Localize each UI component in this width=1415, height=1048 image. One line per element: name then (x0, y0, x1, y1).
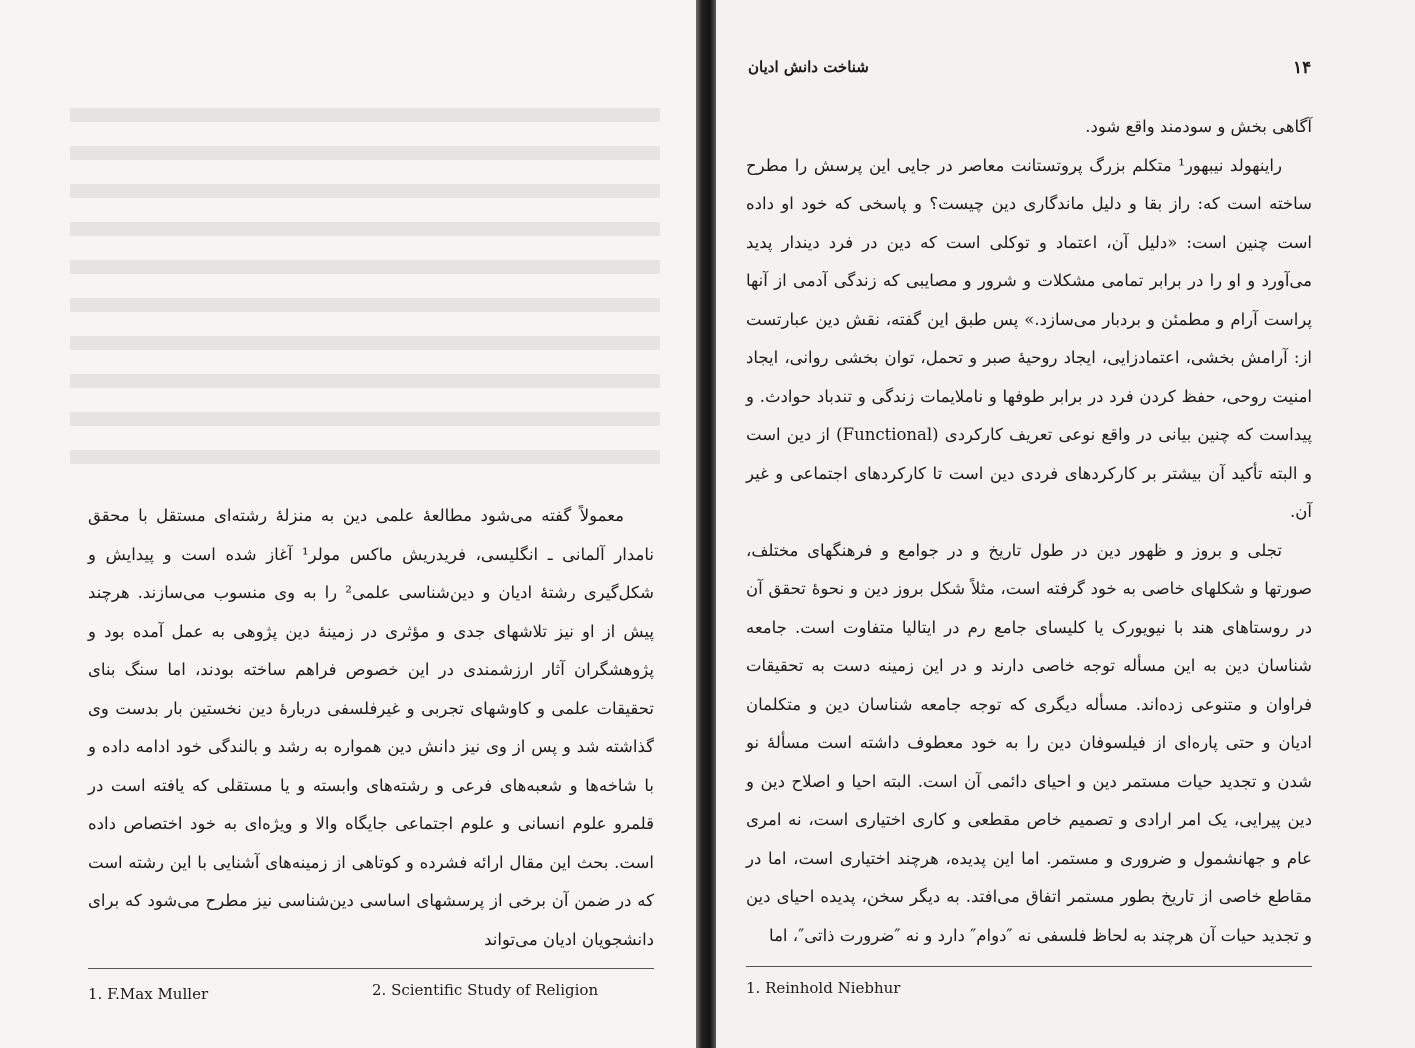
right-footnote-1: 1. Reinhold Niebhur (746, 979, 901, 997)
left-paragraph-1: معمولاً گفته می‌شود مطالعهٔ علمی دین به منزلهٔ رشته‌ای مستقل با محقق نامدار آلمانی ـ انگلیسی، فریدریش ماکس مولر¹ آغاز شده است و پیدایش و شکل‌گیری رشتهٔ ادیان و دین‌شناسی علمی² را به وی منسوب می‌سازند. هرچند پیش از او نیز تلاشهای جدی و مؤثری در زمینهٔ دین پژوهی به عمل آمده بود و پژوهشگران آثار ارزشمندی در این خصوص فراهم ساخته بودند، اما سنگ بنای تحقیقات علمی و کاوشهای تجربی و غیرفلسفی دربارهٔ دین نخستین بار بدست وی گذاشته شد و پس از وی نیز دانش دین همواره به رشد و بالندگی خود ادامه داده و با شاخه‌ها و شعبه‌های فرعی و رشته‌های وابسته و یا مستقلی که یافته است در قلمرو علوم انسانی و علوم اجتماعی جایگاه والا و ویژه‌ای به خود اختصاص داده است. بحث این مقال ارائه فشرده و کوتاهی از زمینه‌های آشنایی با این رشته است که در ضمن آن برخی از پرسشهای اساسی دین‌شناسی نیز مطرح می‌شود که برای دانشجویان ادیان می‌تواند (88, 506, 654, 949)
left-body-text (88, 497, 654, 959)
page-number: ۱۴ (1293, 58, 1312, 78)
right-page (716, 0, 1415, 1048)
right-paragraph-2: راینهولد نیبهور¹ متکلم بزرگ پروتستانت معاصر در جایی این پرسش را مطرح ساخته است که: راز بقا و دلیل ماندگاری دین چیست؟ و پاسخی که خود او داده است چنین است: «دلیل آن، اعتماد و توکلی است که دین در فرد دیندار پدید می‌آورد و او را در برابر تمامی مشکلات و شرور و مصایبی که زندگی آدمی از آنها پراست آرام و مطمئن و بردبار می‌سازد.» پس طبق این گفته، نقش دین عبارتست از: آرامش بخشی، اعتمادزایی، ایجاد روحیهٔ صبر و تحمل، توان بخشی روانی، ایجاد امنیت روحی، حفظ کردن فرد در برابر طوفها و ناملایمات زندگی و تندباد حوادث. و پیداست که چنین بیانی در واقع نوعی تعریف کارکردی (Functional) از دین است و البته تأکید آن بیشتر بر کارکردهای فردی دین است تا کارکردهای اجتماعی و غیر آن. (746, 155, 1312, 521)
left-footnote-1: 1. F.Max Muller (88, 985, 209, 1003)
show-through-text (70, 108, 660, 488)
running-head: شناخت دانش ادیان (748, 58, 869, 76)
left-footnote-2: 2. Scientific Study of Religion (372, 981, 599, 999)
left-page (0, 0, 696, 1048)
right-paragraph-1: آگاهی بخش و سودمند واقع شود. (1085, 117, 1312, 136)
left-footnote-rule (88, 968, 654, 969)
book-spine (696, 0, 716, 1048)
right-paragraph-3: تجلی و بروز و ظهور دین در طول تاریخ و در جوامع و فرهنگهای مختلف، صورتها و شکلهای خاصی به خود گرفته است، مثلاً شکل بروز دین و نحوهٔ تحقق آن در روستاهای هند با نیویورک یا کلیسای جامع رم در ایتالیا متفاوت است. جامعه شناسان دین به این مسأله توجه خاصی دارند و در این زمینه دست به تحقیقات فراوان و متنوعی زده‌اند. مسأله دیگری که توجه جامعه شناسان دین و متکلمان ادیان و حتی پاره‌ای از فیلسوفان دین را به خود معطوف داشته است مسألهٔ نو شدن و تجدید حیات مستمر دین و احیای دائمی آن است. البته احیا و اصلاح دین و دین پیرایی، یک امر ارادی و تصمیم خاص مقطعی و کاری اختیاری است، نه امری عام و جهانشمول و ضروری و مستمر. اما این پدیده، هرچند اختیاری است، اما در مقاطع خاصی از تاریخ بطور مستمر اتفاق می‌افتد. به دیگر سخن، پدیده احیای دین و تجدید حیات آن هرچند به لحاظ فلسفی نه ″دوام″ دارد و نه ″ضرورت ذاتی″، اما (746, 540, 1312, 945)
right-body-text (746, 108, 1312, 955)
right-footnote-rule (746, 966, 1312, 967)
